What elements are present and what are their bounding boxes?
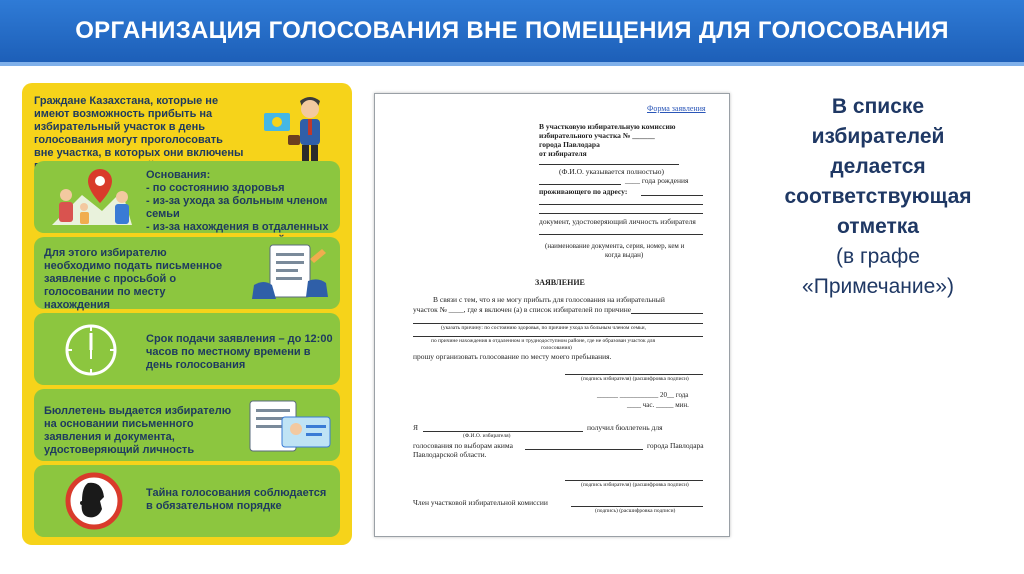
form-label: Форма заявления [647, 104, 706, 113]
id-document-hint: (наименование документа, серия, номер, кем и [545, 242, 685, 250]
received-text: Я [413, 423, 419, 432]
grounds-card [34, 161, 340, 233]
blank-line [525, 449, 643, 450]
deadline-card [34, 313, 340, 385]
request-text: прошу организовать голосование по месту моего пребывания. [413, 352, 612, 361]
fio-hint-short: (Ф.И.О. избирателя) [463, 433, 511, 439]
reason-hint: голосования) [541, 345, 572, 351]
silence-icon [64, 471, 124, 531]
blank-line [631, 313, 703, 314]
note-line: (в графе [836, 245, 920, 268]
note-line: избирателей [811, 125, 945, 148]
ground-item: - из-за нахождения в отдаленных [146, 221, 329, 233]
reason-hint: по причине нахождения в отдаленном и труднодоступном районе, где не образован участок для [431, 338, 656, 344]
statement-body: участок № ____, где я включен (а) в список избирателей по причине [413, 305, 632, 314]
ballot-card [34, 389, 340, 461]
title-divider [0, 62, 1024, 66]
ballot-text: Бюллетень выдается избирателю на основании письменного заявления и документа, удостоверяющий личность [44, 405, 232, 456]
application-form-document [374, 93, 730, 537]
grounds-text [146, 169, 336, 247]
application-text: Для этого избирателю необходимо подать письменное заявление с просьбой о голосовании по месту нахождения [44, 247, 223, 311]
blank-line [413, 336, 703, 337]
slide-title: ОРГАНИЗАЦИЯ ГОЛОСОВАНИЯ ВНЕ ПОМЕЩЕНИЯ ДЛЯ ГОЛОСОВАНИЯ [75, 17, 949, 44]
statement-body: В связи с тем, что я не могу прибыть для голосования на избирательный [433, 295, 665, 304]
date-line: ______ ___________ 20__ года [597, 391, 689, 399]
signature-hint: (подпись избирателя) (расшифровка подписи) [581, 376, 689, 382]
id-document-hint: когда выдан) [605, 251, 644, 259]
signature-line [571, 506, 703, 507]
member-signature-hint: (подпись) (расшифровка подписи) [595, 508, 676, 514]
ground-item: - по состоянию здоровья [146, 182, 285, 194]
application-card [34, 237, 340, 309]
intro-text: Граждане Казахстана, которые не имеют возможность прибыть на избирательный участок в день голосования могут проголосовать вне участка, в которых они включены [34, 95, 244, 159]
deadline-text: Срок подачи заявления – до 12:00 часов по местному времени в день голосования [146, 333, 333, 371]
note-line: «Примечание») [802, 275, 954, 298]
note-line: соответствующая [784, 185, 972, 208]
blank-line [413, 323, 703, 324]
blank-line [423, 431, 583, 432]
note-line: делается [830, 155, 926, 178]
note-line: отметка [836, 215, 919, 238]
signature-line [565, 480, 703, 481]
region-text: Павлодарской области. [413, 450, 487, 459]
secrecy-text: Тайна голосования соблюдается в обязательном порядке [146, 487, 327, 512]
addressee-line: избирательного участка № ______ [539, 131, 655, 140]
addressee-line: от избирателя [539, 149, 587, 158]
family-location-icon [42, 165, 138, 229]
signature-hint: (подпись избирателя) (расшифровка подписи) [581, 482, 689, 488]
grounds-title: Основания: [146, 169, 211, 181]
residing-label: проживающего по адресу: [539, 187, 628, 196]
ground-item: - из-за ухода за больным членом семьи [146, 195, 328, 220]
clock-icon [62, 321, 120, 379]
received-text: города Павлодара [647, 441, 704, 450]
blank-line [539, 164, 679, 165]
addressee-line: В участковую избирательную комиссию [539, 122, 676, 131]
fio-hint: (Ф.И.О. указывается полностью) [559, 167, 664, 176]
time-line: ____ час. _____ мин. [627, 401, 689, 409]
received-text: получил бюллетень для [587, 423, 663, 432]
note-line: В списке [831, 95, 925, 118]
voter-list-note [748, 92, 1008, 302]
addressee-line: города Павлодара [539, 140, 600, 149]
birth-year: ____ года рождения [625, 176, 689, 185]
voter-person-icon [260, 85, 336, 163]
received-text: голосования по выборам акима [413, 441, 513, 450]
signature-line [565, 374, 703, 375]
secrecy-card [34, 465, 340, 537]
blank-line [539, 184, 621, 185]
blank-line [539, 234, 703, 235]
blank-line [539, 204, 703, 205]
id-document-icon [242, 395, 336, 457]
statement-title: ЗАЯВЛЕНИЕ [535, 278, 585, 287]
commission-member: Член участковой избирательной комиссии [413, 498, 548, 507]
blank-line [641, 195, 703, 196]
infographic-poster [22, 83, 352, 545]
application-form-icon [248, 241, 334, 307]
id-document-label: документ, удостоверяющий личность избирателя [539, 217, 696, 226]
blank-line [539, 213, 703, 214]
reason-hint: (указать причину: по состоянию здоровья, по причине ухода за больным членом семьи, [441, 325, 646, 331]
